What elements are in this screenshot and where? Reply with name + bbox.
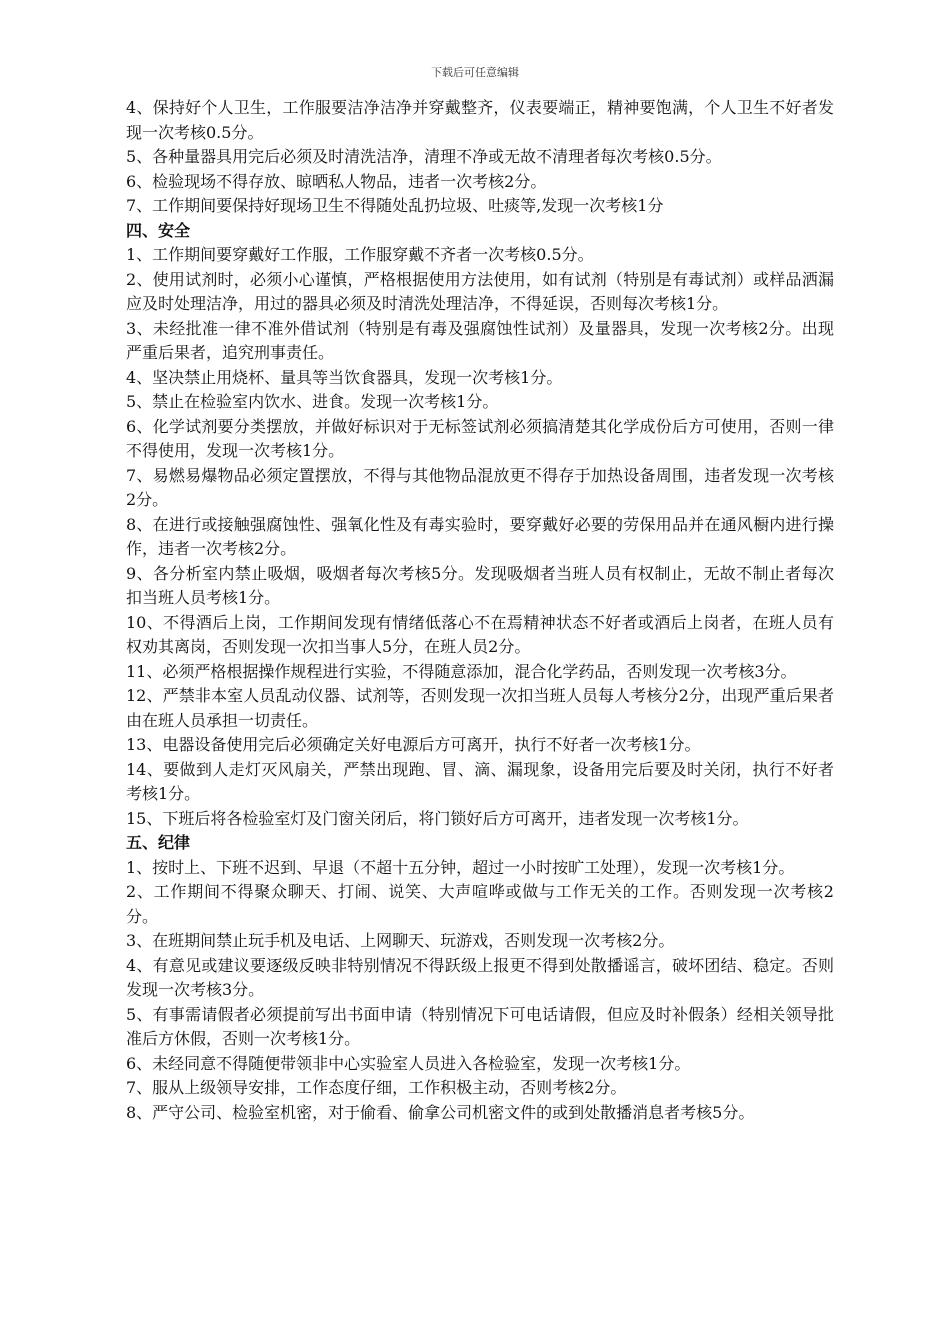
list-item: 5、有事需请假者必须提前写出书面申请（特别情况下可电话请假，但应及时补假条）经相关领导批准后方休假，否则一次考核1分。 (126, 1004, 834, 1048)
list-item: 5、禁止在检验室内饮水、进食。发现一次考核1分。 (126, 392, 499, 411)
list-item: 3、未经批准一律不准外借试剂（特别是有毒及强腐蚀性试剂）及量器具，发现一次考核2分。出现严重后果者，追究刑事责任。 (126, 318, 834, 362)
list-item: 2、使用试剂时，必须小心谨慎，严格根据使用方法使用，如有试剂（特别是有毒试剂）或样品洒漏应及时处理洁净，用过的器具必须及时清洗处理洁净，不得延误，否则每次考核1分。 (126, 269, 834, 313)
list-item: 8、严守公司、检验室机密，对于偷看、偷拿公司机密文件的或到处散播消息者考核5分。 (126, 1102, 755, 1122)
list-item: 7、工作期间要保持好现场卫生不得随处乱扔垃圾、吐痰等,发现一次考核1分 (126, 196, 664, 215)
list-item: 10、不得酒后上岗，工作期间发现有情绪低落心不在焉精神状态不好者或酒后上岗者，在班人员有权劝其离岗，否则发现一次扣当事人5分，在班人员2分。 (126, 612, 834, 656)
section-heading-safety: 四、安全 (126, 220, 191, 240)
list-item: 6、化学试剂要分类摆放，并做好标识对于无标签试剂必须搞清楚其化学成份后方可使用，否则一律不得使用，发现一次考核1分。 (126, 416, 834, 460)
list-item: 5、各种量器具用完后必须及时清洗洁净，清理不净或无故不清理者每次考核0.5分。 (126, 147, 722, 166)
list-item: 4、保持好个人卫生，工作服要洁净洁净并穿戴整齐，仪表要端正，精神要饱满，个人卫生不好者发现一次考核0.5分。 (126, 98, 834, 142)
safety-list (126, 243, 834, 831)
list-item: 8、在进行或接触强腐蚀性、强氧化性及有毒实验时，要穿戴好必要的劳保用品并在通风橱内进行操作，违者一次考核2分。 (126, 514, 834, 558)
list-item: 7、易燃易爆物品必须定置摆放，不得与其他物品混放更不得存于加热设备周围，违者发现一次考核2分。 (126, 465, 834, 509)
list-item: 1、工作期间要穿戴好工作服，工作服穿戴不齐者一次考核0.5分。 (126, 245, 594, 264)
list-item: 15、下班后将各检验室灯及门窗关闭后，将门锁好后方可离开，违者发现一次考核1分。 (126, 808, 749, 828)
list-item: 6、未经同意不得随便带领非中心实验室人员进入各检验室，发现一次考核1分。 (126, 1053, 691, 1073)
list-item: 2、工作期间不得聚众聊天、打闹、说笑、大声喧哗或做与工作无关的工作。否则发现一次考核2分。 (126, 882, 834, 926)
page-header: 下载后可任意编辑 (431, 66, 519, 79)
list-item: 1、按时上、下班不迟到、早退（不超十五分钟，超过一小时按旷工处理），发现一次考核1分。 (126, 857, 795, 877)
list-item: 3、在班期间禁止玩手机及电话、上网聊天、玩游戏，否则发现一次考核2分。 (126, 931, 675, 950)
list-item: 9、各分析室内禁止吸烟，吸烟者每次考核5分。发现吸烟者当班人员有权制止，无故不制止者每次扣当班人员考核1分。 (126, 563, 834, 607)
hygiene-list (126, 96, 834, 219)
list-item: 12、严禁非本室人员乱动仪器、试剂等，否则发现一次扣当班人员每人考核分2分，出现严重后果者由在班人员承担一切责任。 (126, 686, 834, 730)
list-item: 7、服从上级领导安排，工作态度仔细，工作积极主动，否则考核2分。 (126, 1078, 627, 1097)
list-item: 4、有意见或建议要逐级反映非特别情况不得跃级上报更不得到处散播谣言，破坏团结、稳定。否则发现一次考核3分。 (126, 955, 834, 999)
list-item: 6、检验现场不得存放、晾晒私人物品，违者一次考核2分。 (126, 171, 547, 191)
document-body (126, 96, 834, 1125)
list-item: 11、必须严格根据操作规程进行实验，不得随意添加，混合化学药品，否则发现一次考核3分。 (126, 661, 797, 681)
discipline-list (126, 856, 834, 1126)
list-item: 13、电器设备使用完后必须确定关好电源后方可离开，执行不好者一次考核1分。 (126, 735, 701, 754)
section-heading-discipline: 五、纪律 (126, 833, 191, 852)
list-item: 4、坚决禁止用烧杯、量具等当饮食器具，发现一次考核1分。 (126, 367, 563, 387)
list-item: 14、要做到人走灯灭风扇关，严禁出现跑、冒、滴、漏现象，设备用完后要及时关闭，执行不好者考核1分。 (126, 759, 834, 803)
